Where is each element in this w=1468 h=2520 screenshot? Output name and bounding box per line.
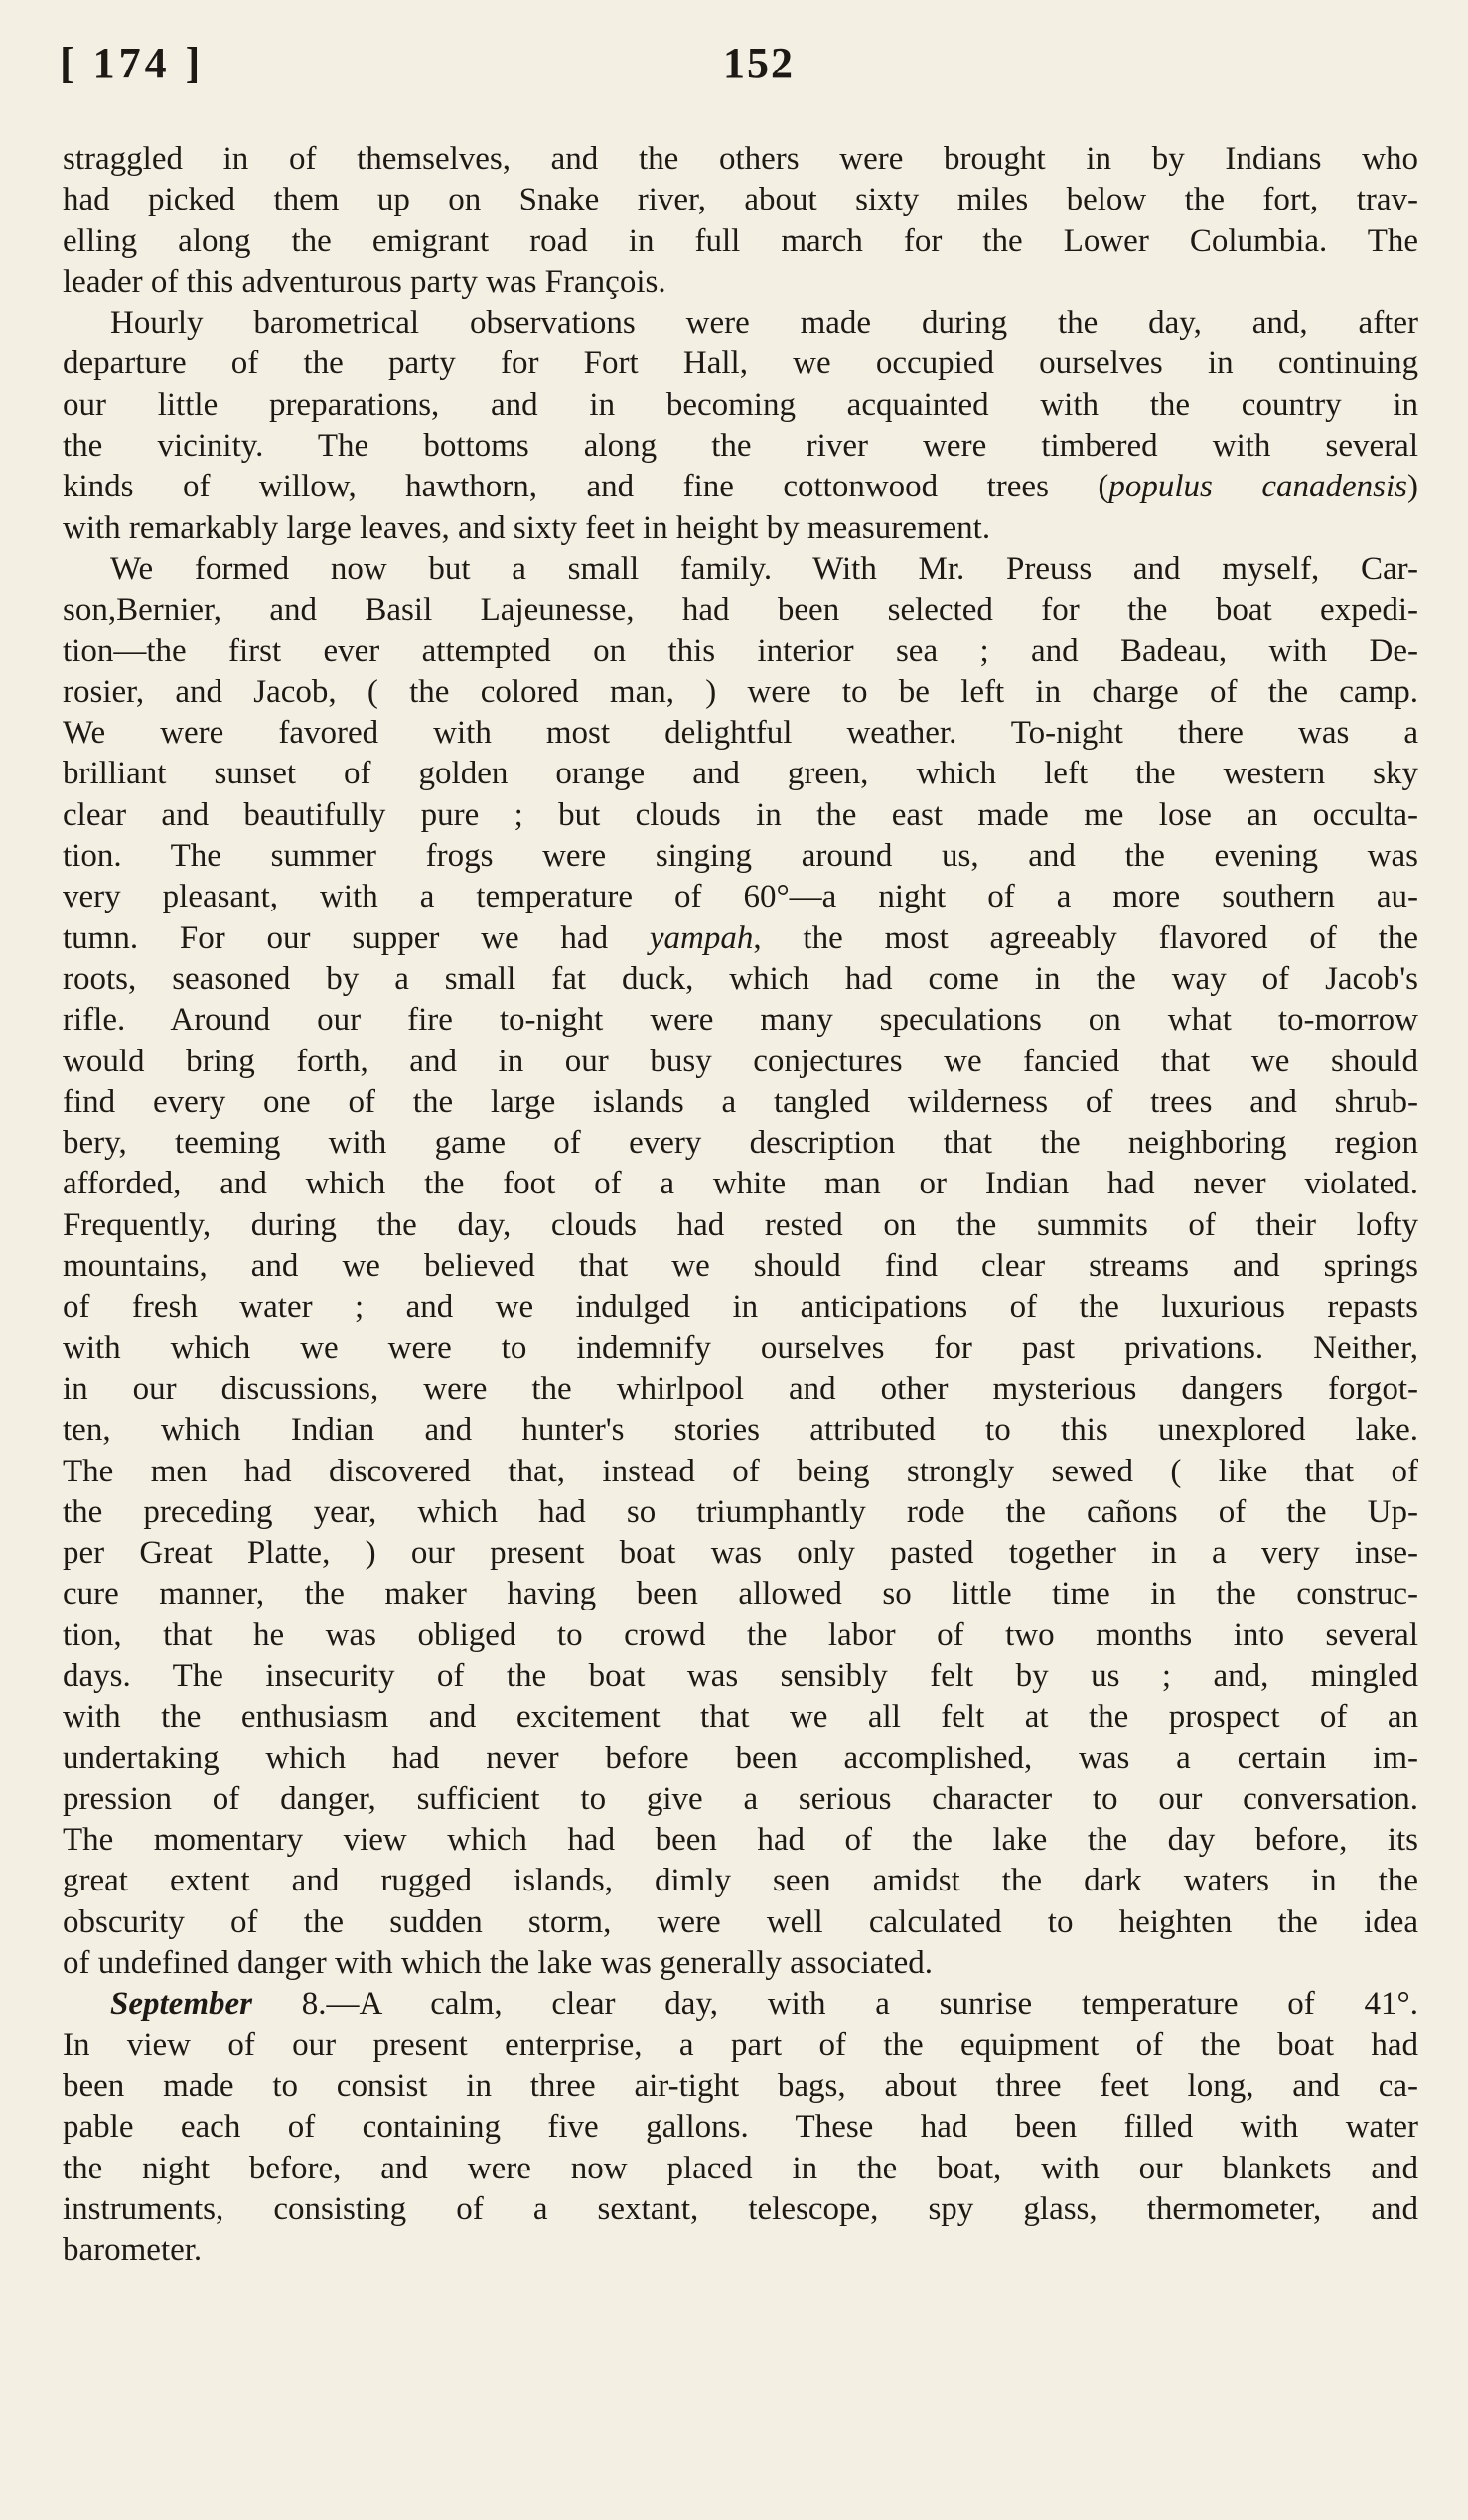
text-line: The momentary view which had been had of the lake the day before, its xyxy=(63,1822,1418,1859)
date-heading: September xyxy=(110,1986,252,2023)
text-line: great extent and rugged islands, dimly seen amidst the dark waters in the xyxy=(63,1863,1418,1899)
text-line: tion—the first ever attempted on this interior sea ; and Badeau, with De- xyxy=(63,632,1418,669)
text-segment: , the most agreeably flavored of the xyxy=(753,919,1418,956)
text-line xyxy=(63,1984,1418,2025)
text-line: ten, which Indian and hunter's stories attributed to this unexplored lake. xyxy=(63,1412,1418,1449)
text-segment: kinds of willow, hawthorn, and fine cottonwood trees ( xyxy=(63,469,1109,505)
text-segment: 8.—A calm, clear day, with a sunrise temperature of 41°. xyxy=(251,1986,1418,2023)
original-page-number: [ 174 ] xyxy=(60,39,205,87)
text-line: roots, seasoned by a small fat duck, which had come in the way of Jacob's xyxy=(63,960,1418,997)
text-segment: ) xyxy=(1407,469,1418,505)
text-line: cure manner, the maker having been allowed so little time in the construc- xyxy=(63,1576,1418,1612)
italic-term: populus canadensis xyxy=(1108,469,1407,505)
text-line: been made to consist in three air-tight bags, about three feet long, and ca- xyxy=(63,2067,1418,2104)
text-line: of undefined danger with which the lake was generally associated. xyxy=(63,1945,934,1982)
text-line: obscurity of the sudden storm, were well calculated to heighten the idea xyxy=(63,1903,1418,1940)
text-line: tion. The summer frogs were singing around us, and the evening was xyxy=(63,838,1418,875)
text-line: find every one of the large islands a tangled wilderness of trees and shrub- xyxy=(63,1083,1418,1120)
text-line: of fresh water ; and we indulged in anticipations of the luxurious repasts xyxy=(63,1289,1418,1326)
text-line: days. The insecurity of the boat was sensibly felt by us ; and, mingled xyxy=(63,1657,1418,1694)
text-line: rosier, and Jacob, ( the colored man, ) were to be left in charge of the camp. xyxy=(63,673,1418,710)
text-line xyxy=(63,467,1418,507)
text-line: the night before, and were now placed in the boat, with our blankets and xyxy=(63,2150,1418,2186)
text-line: departure of the party for Fort Hall, we occupied ourselves in continuing xyxy=(63,346,1418,382)
text-line: We were favored with most delightful weather. To-night there was a xyxy=(63,715,1418,752)
text-line: the vicinity. The bottoms along the river were timbered with several xyxy=(63,428,1418,465)
text-line: very pleasant, with a temperature of 60°—a night of a more southern au- xyxy=(63,879,1418,915)
text-line: undertaking which had never before been accomplished, was a certain im- xyxy=(63,1740,1418,1776)
text-line: with remarkably large leaves, and sixty feet in height by measurement. xyxy=(63,509,991,546)
text-line: would bring forth, and in our busy conjectures we fancied that we should xyxy=(63,1043,1418,1079)
text-line: with the enthusiasm and excitement that we all felt at the prospect of an xyxy=(63,1699,1418,1736)
text-line: Frequently, during the day, clouds had rested on the summits of their lofty xyxy=(63,1206,1418,1243)
text-line: leader of this adventurous party was François. xyxy=(63,263,666,300)
text-line: the preceding year, which had so triumphantly rode the cañons of the Up- xyxy=(63,1493,1418,1530)
text-line: pression of danger, sufficient to give a serious character to our conversation. xyxy=(63,1780,1418,1817)
text-line: elling along the emigrant road in full march for the Lower Columbia. The xyxy=(63,222,1418,259)
italic-term: yampah xyxy=(649,919,754,956)
text-line: Hourly barometrical observations were made during the day, and, after xyxy=(110,305,1418,342)
text-line: pable each of containing five gallons. These had been filled with water xyxy=(63,2109,1418,2146)
text-line: We formed now but a small family. With Mr. Preuss and myself, Car- xyxy=(110,550,1418,587)
text-line: in our discussions, were the whirlpool and other mysterious dangers forgot- xyxy=(63,1370,1418,1407)
text-line: tion, that he was obliged to crowd the labor of two months into several xyxy=(63,1616,1418,1653)
text-line: bery, teeming with game of every description that the neighboring region xyxy=(63,1125,1418,1162)
text-segment: tumn. For our supper we had xyxy=(63,919,650,956)
text-line: per Great Platte, ) our present boat was only pasted together in a very inse- xyxy=(63,1535,1418,1572)
text-line: with which we were to indemnify ourselves for past privations. Neither, xyxy=(63,1330,1418,1366)
body-text xyxy=(63,139,1418,2271)
text-line: In view of our present enterprise, a part of the equipment of the boat had xyxy=(63,2027,1418,2063)
text-line: had picked them up on Snake river, about sixty miles below the fort, trav- xyxy=(63,182,1418,218)
page-header xyxy=(60,38,1400,97)
text-line: afforded, and which the foot of a white man or Indian had never violated. xyxy=(63,1166,1418,1202)
text-line: straggled in of themselves, and the others were brought in by Indians who xyxy=(63,141,1418,177)
text-line: mountains, and we believed that we should find clear streams and springs xyxy=(63,1248,1418,1285)
text-line: son,Bernier, and Basil Lajeunesse, had been selected for the boat expedi- xyxy=(63,592,1418,629)
text-line: rifle. Around our fire to-night were many speculations on what to-morrow xyxy=(63,1002,1418,1039)
text-line: The men had discovered that, instead of being strongly sewed ( like that of xyxy=(63,1453,1418,1489)
text-line: brilliant sunset of golden orange and green, which left the western sky xyxy=(63,756,1418,792)
text-line xyxy=(63,918,1418,959)
text-line: barometer. xyxy=(63,2232,203,2269)
page-number: 152 xyxy=(723,39,795,87)
text-line: clear and beautifully pure ; but clouds in the east made me lose an occulta- xyxy=(63,796,1418,833)
text-line: our little preparations, and in becoming acquainted with the country in xyxy=(63,386,1418,423)
text-line: instruments, consisting of a sextant, telescope, spy glass, thermometer, and xyxy=(63,2190,1418,2227)
